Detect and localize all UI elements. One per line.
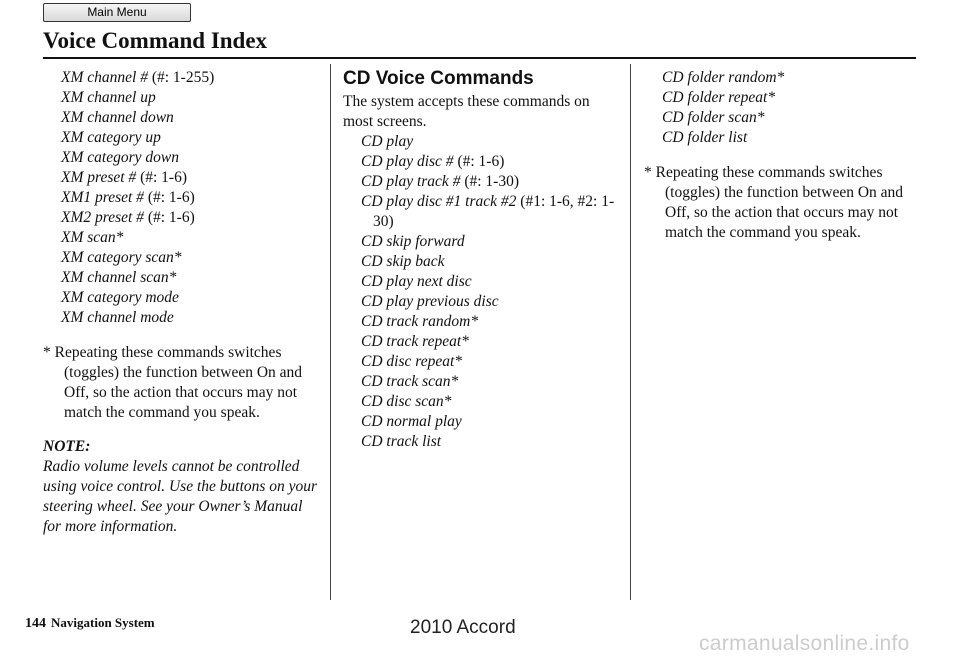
command-item: XM channel scan* xyxy=(61,269,177,286)
command-item: XM category down xyxy=(61,149,179,166)
command-item: XM scan* xyxy=(61,229,124,246)
command-item: CD play next disc xyxy=(361,273,472,290)
command-item: CD track scan* xyxy=(361,373,459,390)
command-item: CD folder random* xyxy=(662,69,785,86)
command-item: CD folder repeat* xyxy=(662,89,776,106)
footer-model-label: 2010 Accord xyxy=(410,617,516,638)
page-title: Voice Command Index xyxy=(43,28,268,53)
command-item: CD disc scan* xyxy=(361,393,452,410)
xm-command-list xyxy=(43,68,321,328)
section-intro: The system accepts these commands on most screens. xyxy=(343,93,590,130)
page-number: 144 xyxy=(25,616,46,631)
command-item: CD track repeat* xyxy=(361,333,469,350)
command-item: CD folder list xyxy=(662,129,748,146)
command-item: XM category scan* xyxy=(61,249,182,266)
command-item: XM category up xyxy=(61,129,161,146)
command-item: CD play track # (#: 1-30) xyxy=(361,173,519,190)
command-item: XM1 preset # (#: 1-6) xyxy=(61,189,195,206)
xm-commands-column xyxy=(43,68,321,537)
command-item: XM channel up xyxy=(61,89,156,106)
note-heading: NOTE: xyxy=(43,438,91,455)
cd-folder-commands-column xyxy=(644,68,916,243)
cd-folder-command-list xyxy=(644,68,916,148)
command-item: XM2 preset # (#: 1-6) xyxy=(61,209,195,226)
command-item: CD folder scan* xyxy=(662,109,765,126)
command-item: CD play xyxy=(361,133,414,150)
command-item: XM preset # (#: 1-6) xyxy=(61,169,187,186)
note-text: Radio volume levels cannot be controlled using voice control. Use the buttons on your steering wheel. See your Owner’s Manual for more information. xyxy=(43,458,318,535)
title-divider xyxy=(43,57,916,59)
command-item: CD play previous disc xyxy=(361,293,499,310)
section-heading: CD Voice Commands xyxy=(343,68,534,89)
command-item: XM category mode xyxy=(61,289,179,306)
command-item: CD disc repeat* xyxy=(361,353,463,370)
command-item: CD play disc #1 track #2 (#1: 1-6, #2: 1-30) xyxy=(361,193,615,230)
toggle-footnote: * Repeating these commands switches (toggles) the function between On and Off, so the action that occurs may not match the command you speak. xyxy=(644,164,904,241)
command-item: CD skip back xyxy=(361,253,445,270)
cd-commands-column xyxy=(343,68,618,452)
watermark-text: carmanualsonline.info xyxy=(699,632,910,655)
toggle-footnote: * Repeating these commands switches (toggles) the function between On and Off, so the action that occurs may not match the command you speak. xyxy=(43,344,303,421)
command-item: CD normal play xyxy=(361,413,462,430)
cd-command-list xyxy=(343,132,618,452)
command-item: XM channel # (#: 1-255) xyxy=(61,69,215,86)
command-item: CD track random* xyxy=(361,313,479,330)
command-item: XM channel down xyxy=(61,109,174,126)
command-item: CD skip forward xyxy=(361,233,465,250)
page-footer xyxy=(25,615,155,632)
footer-section-label: Navigation System xyxy=(51,615,155,630)
column-divider xyxy=(630,64,631,600)
command-item: XM channel mode xyxy=(61,309,174,326)
command-item: CD track list xyxy=(361,433,442,450)
command-item: CD play disc # (#: 1-6) xyxy=(361,153,505,170)
column-divider xyxy=(330,64,331,600)
main-menu-button[interactable]: Main Menu xyxy=(43,3,191,22)
